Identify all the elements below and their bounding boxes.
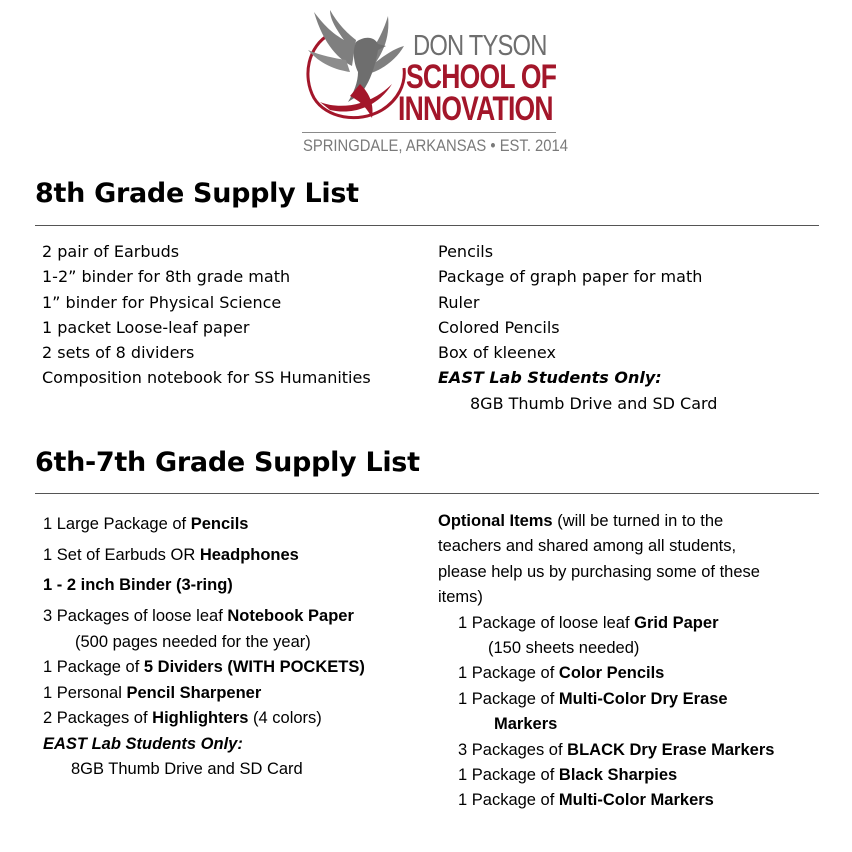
list-item: Pencils: [438, 242, 494, 261]
grade8-title: 8th Grade Supply List: [35, 178, 359, 209]
list-item: 2 Packages of Highlighters (4 colors): [43, 709, 322, 728]
list-item: 1 - 2 inch Binder (3-ring): [43, 576, 233, 594]
list-item: 1 Package of loose leaf Grid Paper: [458, 613, 719, 632]
logo-line-2: SCHOOL OF: [406, 58, 557, 96]
optional-intro: items): [438, 588, 483, 607]
list-item: 1 Package of Black Sharpies: [458, 766, 678, 785]
list-item: 1” binder for Physical Science: [42, 292, 282, 312]
logo-divider: [302, 132, 556, 133]
grade8-divider: [35, 225, 819, 226]
list-item: Package of graph paper for math: [438, 267, 703, 287]
optional-items-list: [438, 509, 774, 814]
east-lab-heading: EAST Lab Students Only:: [43, 734, 243, 753]
list-item: 2 pair of Earbuds: [42, 242, 180, 261]
list-item: 1 Package of 5 Dividers (WITH POCKETS): [43, 658, 365, 677]
grade8-right-list: [438, 239, 717, 416]
list-item: 1 Package of Color Pencils: [458, 664, 665, 683]
east-lab-item: 8GB Thumb Drive and SD Card: [470, 393, 718, 413]
optional-intro: teachers and shared among all students,: [438, 537, 737, 556]
optional-intro: please help us by purchasing some of these: [438, 562, 760, 581]
logo-line-3: INNOVATION: [398, 90, 553, 128]
list-item: 1-2” binder for 8th grade math: [42, 267, 291, 287]
school-logo: [300, 6, 568, 158]
list-item: 1 Set of Earbuds OR Headphones: [43, 545, 299, 564]
list-item: 1 Personal Pencil Sharpener: [43, 683, 262, 702]
logo-tagline: SPRINGDALE, ARKANSAS • EST. 2014: [303, 136, 568, 155]
list-item: Colored Pencils: [438, 317, 560, 337]
list-item: 1 packet Loose-leaf paper: [42, 317, 250, 337]
logo-line-1: DON TYSON: [413, 30, 547, 62]
east-lab-item: 8GB Thumb Drive and SD Card: [71, 760, 303, 779]
list-item: 3 Packages of loose leaf Notebook Paper: [43, 606, 354, 625]
list-item: 1 Package of Multi-Color Markers: [458, 791, 714, 810]
optional-intro: Optional Items (will be turned in to the: [438, 512, 724, 530]
list-item: 2 sets of 8 dividers: [42, 343, 195, 363]
list-item: 3 Packages of BLACK Dry Erase Markers: [458, 740, 775, 759]
grade67-divider: [35, 493, 819, 494]
grade67-title: 6th-7th Grade Supply List: [35, 447, 420, 478]
list-item: 1 Large Package of Pencils: [43, 515, 249, 533]
east-lab-heading: EAST Lab Students Only:: [438, 368, 662, 388]
list-item: Markers: [494, 715, 558, 734]
list-item: (150 sheets needed): [488, 639, 640, 658]
list-item: (500 pages needed for the year): [75, 633, 311, 651]
list-item: Box of kleenex: [438, 343, 556, 363]
grade67-left-list-top: [43, 509, 354, 631]
list-item: 1 Package of Multi-Color Dry Erase: [458, 689, 728, 708]
list-item: Ruler: [438, 292, 480, 312]
list-item: Composition notebook for SS Humanities: [42, 368, 371, 388]
phoenix-logo-icon: [300, 6, 412, 128]
grade8-left-list: [42, 239, 371, 391]
grade67-left-list-bottom: [43, 630, 365, 782]
